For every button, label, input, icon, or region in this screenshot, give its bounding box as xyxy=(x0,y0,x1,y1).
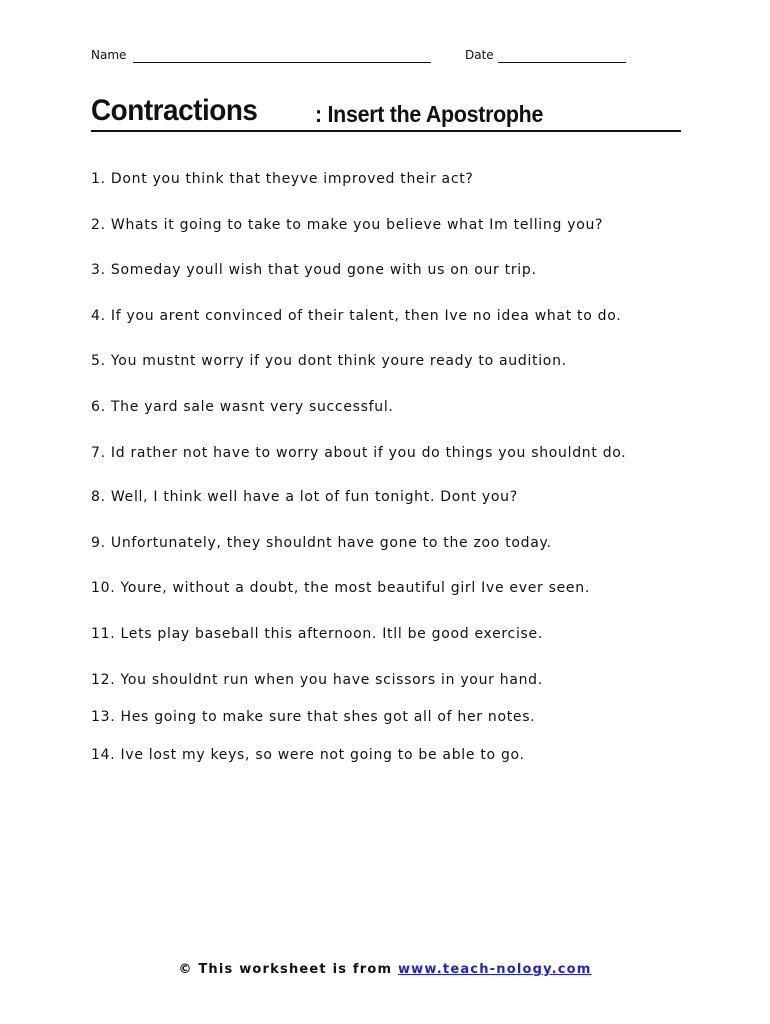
question-4: 4. If you arent convinced of their talent, then Ive no idea what to do. xyxy=(91,308,622,324)
question-12: 12. You shouldnt run when you have scissors in your hand. xyxy=(91,672,543,688)
worksheet-title xyxy=(91,94,681,134)
question-1: 1. Dont you think that theyve improved their act? xyxy=(91,171,474,187)
question-11: 11. Lets play baseball this afternoon. Itll be good exercise. xyxy=(91,626,544,642)
question-10: 10. Youre, without a doubt, the most beautiful girl Ive ever seen. xyxy=(91,580,590,596)
title-underline xyxy=(91,130,681,132)
question-13: 13. Hes going to make sure that shes got all of her notes. xyxy=(91,709,536,725)
question-7: 7. Id rather not have to worry about if you do things you shouldnt do. xyxy=(91,445,627,461)
title-subtitle: : Insert the Apostrophe xyxy=(315,101,544,127)
question-14: 14. Ive lost my keys, so were not going to be able to go. xyxy=(91,747,525,763)
question-2: 2. Whats it going to take to make you believe what Im telling you? xyxy=(91,217,604,233)
title-main: Contractions xyxy=(91,94,258,127)
question-9: 9. Unfortunately, they shouldnt have gone to the zoo today. xyxy=(91,535,552,551)
name-date-row xyxy=(91,46,631,66)
question-3: 3. Someday youll wish that youd gone with us on our trip. xyxy=(91,262,537,278)
footer-credit xyxy=(0,962,770,977)
question-5: 5. You mustnt worry if you dont think youre ready to audition. xyxy=(91,353,567,369)
name-blank-line xyxy=(133,62,431,63)
date-label: Date xyxy=(465,48,494,62)
question-8: 8. Well, I think well have a lot of fun tonight. Dont you? xyxy=(91,489,518,505)
date-blank-line xyxy=(498,62,626,63)
question-6: 6. The yard sale wasnt very successful. xyxy=(91,399,394,415)
footer-text: © This worksheet is from xyxy=(178,962,398,977)
name-label: Name xyxy=(91,48,127,62)
footer-link[interactable]: www.teach-nology.com xyxy=(397,962,592,977)
